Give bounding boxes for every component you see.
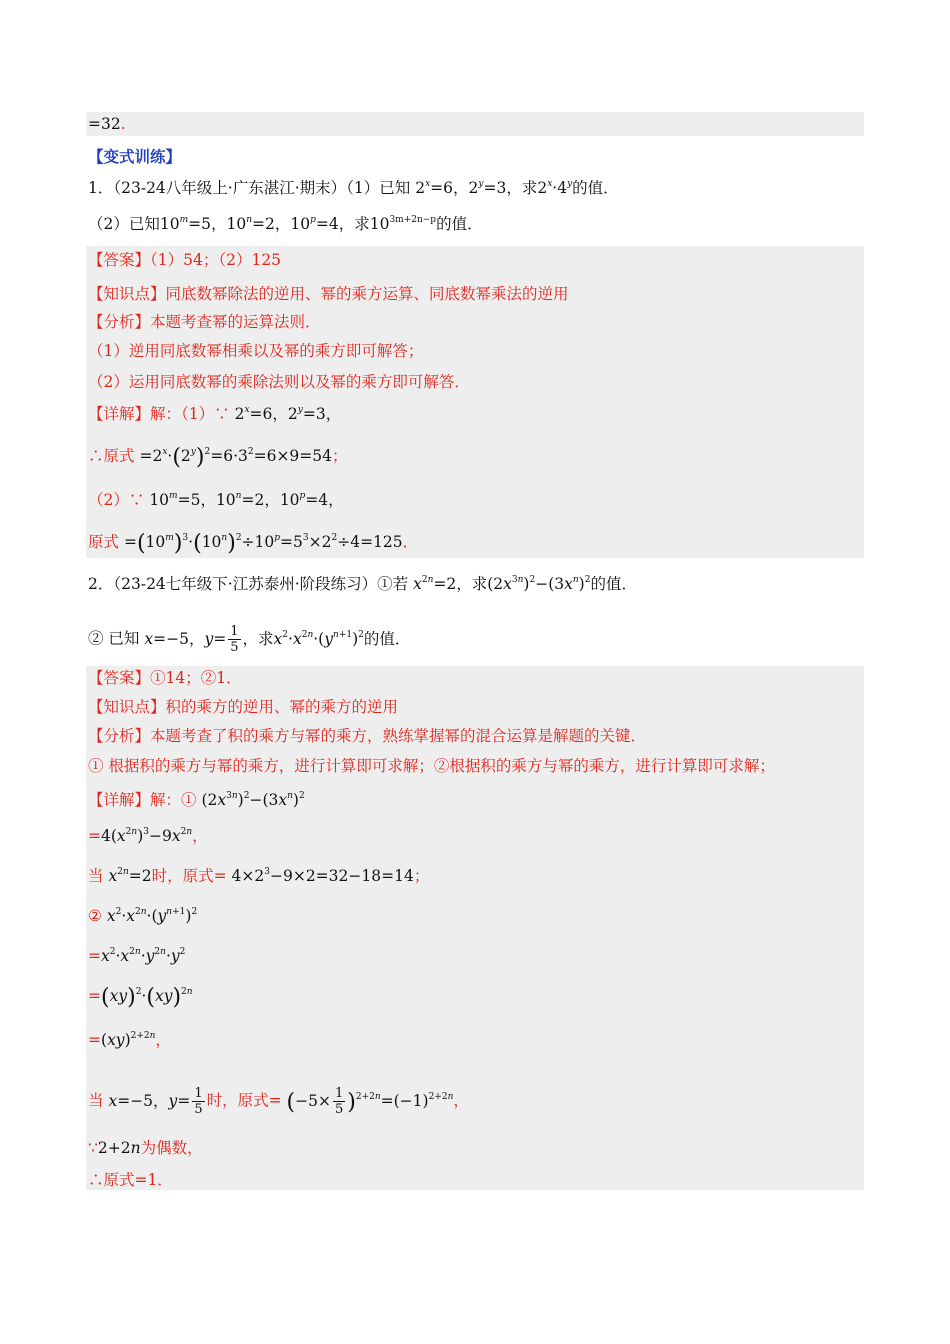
q2-knowledge-point: 【知识点】积的乘方的逆用、幂的乘方的逆用 <box>88 698 399 716</box>
q2-answer: 【答案】①14；②1． <box>88 669 242 687</box>
q2-step-6: =(xy)$^{2+2n}$， <box>88 1031 171 1049</box>
q2-solution-block <box>86 666 864 1190</box>
q2-statement-line2: ② 已知 x=−5，y= $\frac{1}{5}$ ，求$x^2\cdot x^{2n}\cdot(y^{n+1})^2$的值． <box>88 624 411 655</box>
q2-step-5: =(xy)$^2$·(xy)$^{2n}$ <box>88 985 193 1010</box>
q2-detail-1: 【详解】解：① $(2x^{3n})^2-(3x^n)^2$ <box>88 791 305 809</box>
q2-step-4: $=x^2\cdot x^{2n}\cdot y^{2n}\cdot y^2$ <box>88 947 186 965</box>
q2-step-8: ∵2+2n为偶数， <box>88 1139 203 1157</box>
q1-detail-3: （2）∵ $10^m=5$，$10^n=2$，$10^p=4$， <box>88 491 344 509</box>
q2-step-3: ② $x^2\cdot x^{2n}\cdot(y^{n+1})^2$ <box>88 907 198 925</box>
q2-step-9: ∴原式=1． <box>88 1171 173 1189</box>
q2-step-1: $=4(x^{2n})^3-9x^{2n}$， <box>88 827 208 845</box>
variant-heading: 【变式训练】 <box>88 147 182 166</box>
q2-analysis: 【分析】本题考查了积的乘方与幂的乘方，熟练掌握幂的混合运算是解题的关键． <box>88 727 647 745</box>
q1-solution-block <box>86 246 864 558</box>
q2-step-7: 当 x=−5，y= $\frac{1}{5}$ 时，原式= (−5× $\frac{1}{5}$ )$^{2+2n}=(-1)^{2+2n}$， <box>88 1086 469 1117</box>
q2-statement-line1: 2．（23-24七年级下·江苏泰州·阶段练习）①若 $x^{2n}=2$，求$(2x^{3n})^2-(3x^n)^2$的值． <box>88 575 637 593</box>
q1-analysis: 【分析】本题考查幂的运算法则． <box>88 313 321 331</box>
q1-statement-line1: 1．（23-24八年级上·广东湛江·期末）（1）已知 $2^x=6$，$2^y=3$，求$2^x\cdot 4^y$的值． <box>88 179 619 197</box>
q1-detail-1: 【详解】解：（1）∵ $2^x=6$，$2^y=3$， <box>88 405 342 423</box>
q1-answer: 【答案】（1）54；（2）125 <box>88 251 282 269</box>
q2-step-2: 当 $x^{2n}=2$时，原式= $4\times 2^3-9\times 2=32-18=14$； <box>88 867 430 885</box>
prev-solution-tail <box>86 112 864 136</box>
q1-statement-line2: （2）已知$10^m=5$，$10^n=2$，$10^p=4$，求$10^{3m+2n-p}$的值． <box>88 215 483 233</box>
q1-detail-2: ∴原式 $=2^x\cdot(2^y)^2=6\cdot 3^2=6\times 9=54$； <box>88 445 348 470</box>
q1-detail-4: 原式 $=(10^m)^3\cdot(10^n)^2\div 10^p=5^3\times 2^2\div 4=125$． <box>88 531 419 556</box>
q1-knowledge-point: 【知识点】同底数幂除法的逆用、幂的乘方运算、同底数幂乘法的逆用 <box>88 285 569 303</box>
q1-analysis-2: （2）运用同底数幂的乘除法则以及幂的乘方即可解答． <box>88 373 470 391</box>
prev-result: =32. <box>88 115 126 133</box>
q2-analysis-1: ① 根据积的乘方与幂的乘方，进行计算即可求解；②根据积的乘方与幂的乘方，进行计算即可求解； <box>88 757 775 775</box>
q1-analysis-1: （1）逆用同底数幂相乘以及幂的乘方即可解答； <box>88 342 424 360</box>
